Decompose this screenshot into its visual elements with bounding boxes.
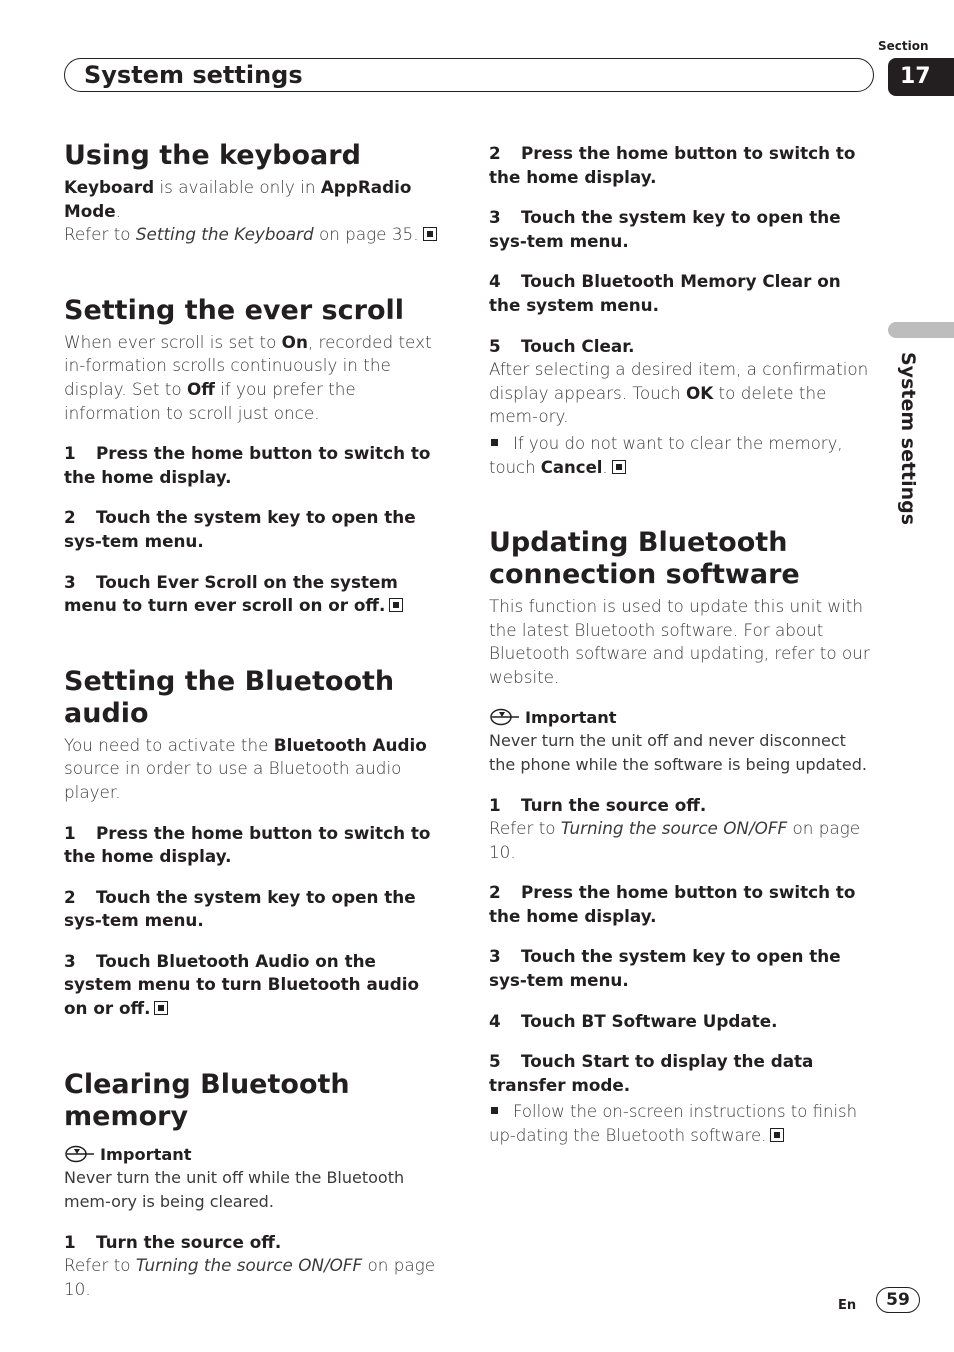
section-ever-scroll [64, 295, 448, 618]
bullet-note: Follow the on-screen instructions to finish up-dating the Bluetooth software. [489, 1102, 858, 1146]
end-mark-icon [154, 1001, 168, 1015]
right-column [489, 140, 873, 1148]
page-title: System settings [84, 61, 303, 89]
section-bt-update [489, 527, 873, 1148]
end-mark-icon [612, 460, 626, 474]
step: 1 Press the home button to switch to the home display. [64, 822, 431, 867]
step: 1 Turn the source off. [64, 1231, 282, 1252]
step: 2 Touch the system key to open the sys-tem menu. [64, 507, 416, 551]
section-number-badge: 17 [888, 58, 954, 96]
page-number: 59 [876, 1287, 920, 1313]
side-tab-label: System settings [897, 352, 919, 526]
important-text: Never turn the unit off and never disconnect the phone while the software is being updated. [489, 730, 867, 774]
step: 1 Press the home button to switch to the home display. [64, 443, 431, 487]
heading-bt-update: Updating Bluetooth connection software [489, 527, 800, 591]
step: 3 Touch Bluetooth Audio on the system menu to turn Bluetooth audio on or off. [64, 950, 420, 1019]
step: 4 Touch Bluetooth Memory Clear on the system menu. [489, 271, 841, 315]
bluetooth-audio-description: You need to activate the Bluetooth Audio source in order to use a Bluetooth audio player. [64, 734, 427, 802]
bullet-icon [491, 439, 498, 446]
heading-ever-scroll: Setting the ever scroll [64, 294, 405, 326]
section-bluetooth-audio [64, 666, 448, 1021]
step: 2 Press the home button to switch to the home display. [489, 143, 856, 187]
bullet-icon [491, 1107, 498, 1114]
step: 3 Touch the system key to open the sys-tem menu. [489, 946, 841, 991]
section-clear-memory [64, 1069, 448, 1302]
side-tab-marker [888, 322, 954, 338]
end-mark-icon [770, 1128, 784, 1142]
step: 3 Touch the system key to open the sys-tem menu. [489, 207, 841, 251]
heading-bluetooth-audio: Setting the Bluetooth audio [64, 665, 395, 729]
end-mark-icon [389, 598, 403, 612]
bullet-note: If you do not want to clear the memory, touch Cancel. [489, 433, 843, 477]
step: 2 Press the home button to switch to the home display. [489, 882, 856, 926]
step: 4 Touch BT Software Update. [489, 1010, 778, 1031]
step: 3 Touch Ever Scroll on the system menu to turn ever scroll on or off. [64, 571, 448, 618]
keyboard-reference: Refer to Setting the Keyboard on page 35. [64, 223, 448, 247]
step5-detail: After selecting a desired item, a confirmation display appears. Touch OK to delete the mem-ory. [489, 359, 869, 427]
section-keyboard [64, 140, 448, 247]
language-label: En [838, 1298, 857, 1313]
step: 1 Turn the source off. [489, 794, 707, 815]
important-callout: Important [489, 708, 873, 727]
heading-using-keyboard: Using the keyboard [64, 140, 361, 171]
important-callout: Important [64, 1145, 448, 1164]
important-icon [489, 708, 521, 726]
keyboard-availability: Keyboard is available only in AppRadio Mode. [64, 177, 412, 221]
left-column [64, 140, 448, 1301]
step: 2 Touch the system key to open the sys-tem menu. [64, 886, 416, 931]
heading-clear-memory: Clearing Bluetooth memory [64, 1068, 350, 1132]
step: 5 Touch Start to display the data transfer mode. [489, 1051, 814, 1095]
bt-update-intro: This function is used to update this unit with the latest Bluetooth software. For about Bluetooth software and updating, refer to our website. [489, 596, 870, 687]
section-label: Section [878, 39, 929, 53]
important-text: Never turn the unit off while the Bluetooth mem-ory is being cleared. [64, 1167, 405, 1211]
end-mark-icon [423, 227, 437, 241]
step-reference: Refer to Turning the source ON/OFF on page 10. [489, 818, 861, 862]
step: 5 Touch Clear. [489, 335, 635, 356]
ever-scroll-description: When ever scroll is set to On, recorded text in-formation scrolls continuously in the display. Set to Off if you prefer the information to scroll just once. [64, 331, 432, 423]
important-icon [64, 1145, 96, 1163]
step-reference: Refer to Turning the source ON/OFF on page 10. [64, 1255, 436, 1299]
